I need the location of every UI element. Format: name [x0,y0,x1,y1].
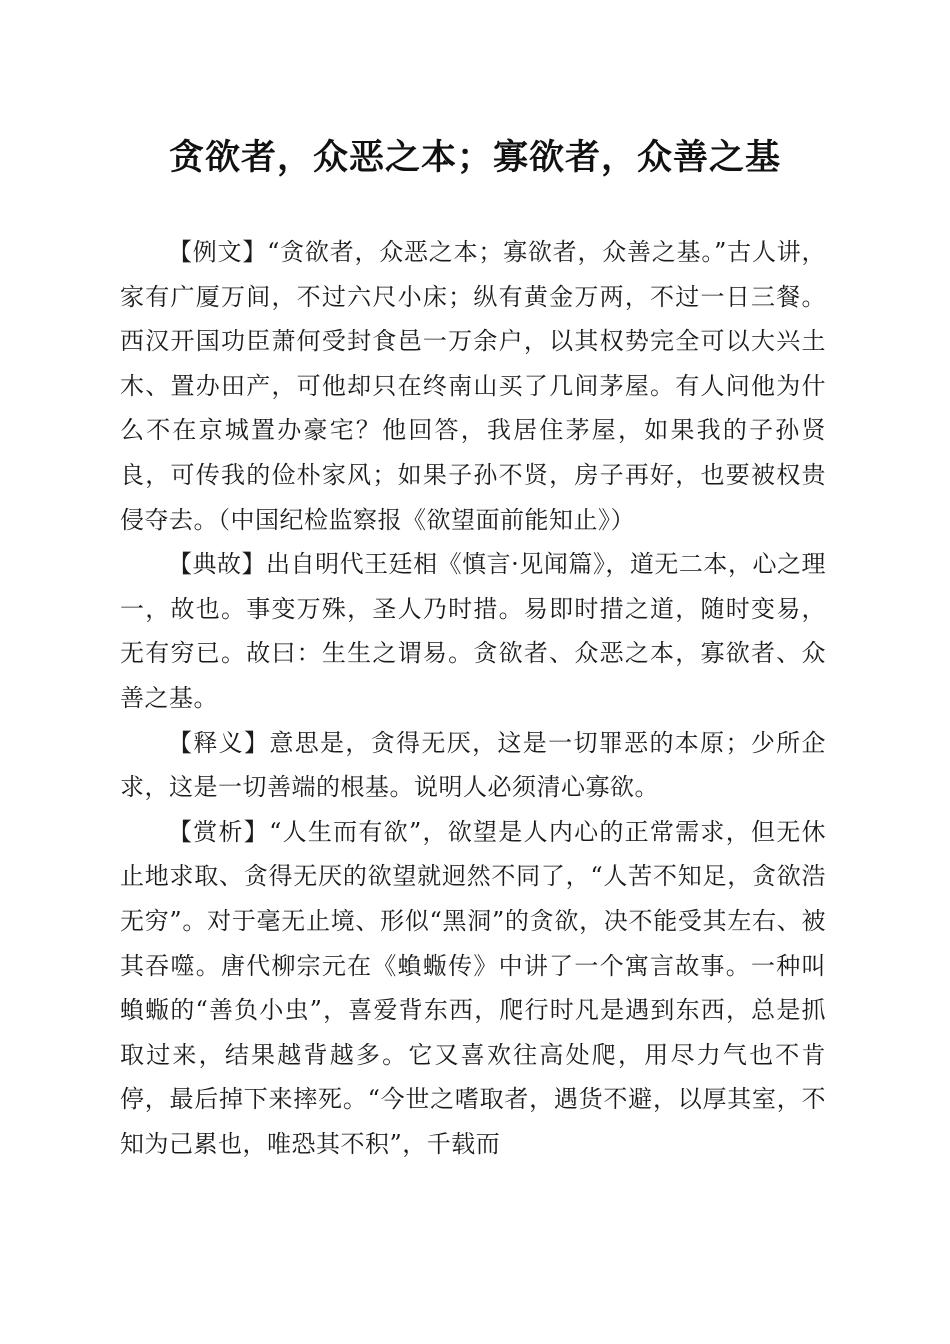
page-title: 贪欲者，众恶之本；寡欲者，众善之基 [168,137,781,178]
paragraph-interpretation: 【释义】意思是，贪得无厌，这是一切罪恶的本原；少所企求，这是一切善端的根基。说明人必须清心寡欲。 [120,728,826,802]
paragraph-example: 【例文】“贪欲者，众恶之本；寡欲者，众善之基。”古人讲，家有广厦万间，不过六尺小床；纵有黄金万两，不过一日三餐。西汉开国功臣萧何受封食邑一万余户，以其权势完全可以大兴土木、置办田产，可他却只在终南山买了几间茅屋。有人问他为什么不在京城置办豪宅？他回答，我居住茅屋，如果我的子孙贤良，可传我的俭朴家风；如果子孙不贤，房子再好，也要被权贵侵夺去。（中国纪检监察报《欲望面前能知止》） [120,238,826,534]
paragraph-appreciation: 【赏析】“人生而有欲”，欲望是人内心的正常需求，但无休止地求取、贪得无厌的欲望就迥然不同了，“人苦不知足，贪欲浩无穷”。对于毫无止境、形似“黑洞”的贪欲，决不能受其左右、被其吞噬。唐代柳宗元在《蝜蝂传》中讲了一个寓言故事。一种叫蝜蝂的“善负小虫”，喜爱背东西，爬行时凡是遇到东西，总是抓取过来，结果越背越多。它又喜欢往高处爬，用尽力气也不肯停，最后掉下来摔死。“今世之嗜取者，遇货不避，以厚其室，不知为己累也，唯恐其不积”，千载而 [120,817,826,1158]
paragraph-allusion: 【典故】出自明代王廷相《慎言·见闻篇》，道无二本，心之理一，故也。事变万殊，圣人乃时措。易即时措之道，随时变易，无有穷已。故曰：生生之谓易。贪欲者、众恶之本，寡欲者、众善之基。 [120,550,826,712]
document-body [120,230,826,1166]
